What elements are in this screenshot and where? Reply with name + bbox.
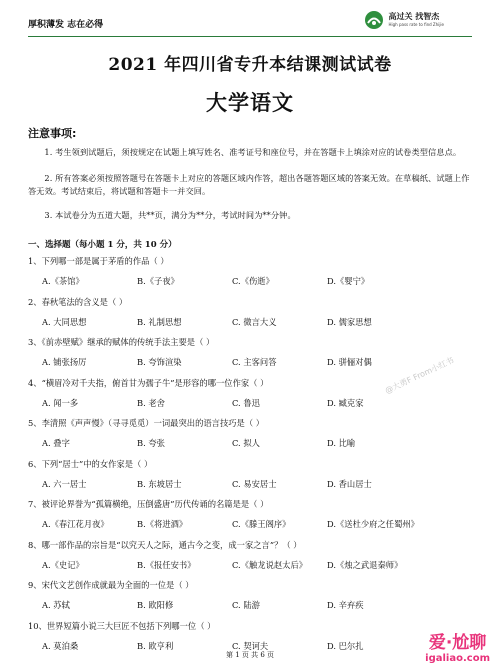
option-row (42, 397, 472, 409)
answer-option: C.《触龙说赵太后》 (232, 559, 308, 570)
watermark: @大勇F From小红书 (383, 355, 456, 396)
notice-paragraph: 3. 本试卷分为五道大题，共**页，满分为**分，考试时间为**分钟。 (44, 210, 296, 220)
answer-option: A. 大同思想 (42, 316, 87, 327)
question-stem: 4、“横眉冷对千夫指，俯首甘为孺子牛”是形容的哪一位作家（ ） (28, 377, 269, 388)
answer-option: B. 欧阳修 (137, 600, 174, 610)
answer-option: C.《伤逝》 (232, 276, 274, 286)
answer-option: A. 叠字 (42, 438, 70, 448)
answer-option: B. 夸张 (137, 438, 165, 448)
answer-option: D. 辛弃疾 (327, 600, 364, 610)
answer-option: B. 老舍 (137, 397, 165, 408)
question-stem: 8、哪一部作品的宗旨是“以究天人之际，通古今之变，成一家之言”？（ ） (28, 539, 302, 550)
answer-option: A. 铺张扬厉 (42, 357, 87, 367)
answer-option: A.《茶馆》 (42, 276, 84, 286)
question-stem: 6、下列“居士”中的女作家是（ ） (28, 458, 153, 469)
answer-option: A.《春江花月夜》 (42, 519, 109, 529)
answer-option: A. 六一居士 (42, 478, 87, 489)
answer-option: B.《将进酒》 (137, 519, 188, 529)
answer-option: D.《烛之武退秦师》 (327, 559, 403, 570)
answer-option: C. 微言大义 (232, 316, 277, 327)
answer-option: C. 陆游 (232, 600, 260, 610)
brand-logo (364, 10, 444, 30)
page-header (0, 0, 500, 38)
answer-option: B.《报任安书》 (137, 559, 196, 570)
logo-name: 高过关 找智杰 (388, 12, 440, 21)
option-row (42, 275, 472, 287)
answer-option: D. 臧克家 (327, 397, 364, 408)
page-footer: 第 1 页 共 6 页 (225, 651, 275, 659)
answer-option: D. 比喻 (327, 438, 356, 448)
exam-subject: 大学语文 (206, 90, 294, 115)
answer-option: A. 莫泊桑 (42, 640, 79, 651)
notice-paragraph: 2. 所有答案必须按照答题号在答题卡上对应的答题区域内作答，超出各题答题区域的答案无效。在草稿纸、试题上作答无效。考试结束后，将试题和答题卡一并交回。 (28, 173, 470, 196)
answer-option: C. 拟人 (232, 438, 260, 448)
logo-icon (364, 10, 384, 30)
option-row (42, 559, 472, 571)
header-motto: 厚积薄发 志在必得 (28, 20, 104, 30)
answer-option: D. 巴尔扎 (327, 640, 364, 651)
question-stem: 7、被评论界誉为“孤篇横绝，压倒盛唐”历代传诵的名篇是是（ ） (28, 499, 269, 509)
answer-option: B. 夸饰渲染 (137, 357, 182, 367)
answer-option: A.《史记》 (42, 559, 84, 570)
section-heading: 一、选择题（每小题 1 分，共 10 分） (28, 240, 177, 250)
question-stem: 5、李清照《声声慢》（寻寻觅觅）一词最突出的语言技巧是（ ） (28, 418, 265, 428)
notice-heading: 注意事项: (28, 127, 77, 140)
answer-option: D.《婴宁》 (327, 276, 370, 286)
answer-option: C. 契诃夫 (232, 640, 269, 651)
question-stem: 1、下列哪一部是属于茅盾的作品（ ） (28, 256, 169, 266)
answer-option: B. 礼制思想 (137, 316, 182, 327)
header-divider (28, 36, 472, 37)
brand-badge (425, 628, 490, 664)
answer-option: D. 骈俪对偶 (327, 357, 372, 367)
option-row (42, 316, 472, 328)
answer-option: B. 欧亨利 (137, 640, 174, 651)
answer-option: B.《子夜》 (137, 276, 179, 286)
option-row (42, 599, 472, 611)
question-stem: 9、宋代文艺创作成就最为全面的一位是（ ） (28, 580, 194, 590)
answer-option: D. 香山居士 (327, 478, 372, 489)
brand-name: 爱·尬聊 (428, 633, 487, 653)
answer-option: D. 儒家思想 (327, 316, 372, 327)
option-row (42, 437, 472, 449)
answer-option: C.《滕王阁序》 (232, 519, 291, 529)
question-stem: 3、《前赤壁赋》继承的赋体的传统手法主要是（ ） (28, 337, 215, 347)
logo-tagline: High pass rate to find Zhijie (388, 22, 444, 27)
answer-option: D.《送杜少府之任蜀州》 (327, 519, 419, 529)
answer-option: B. 东坡居士 (137, 478, 182, 489)
answer-option: A. 苏轼 (42, 600, 70, 610)
answer-option: C. 鲁迅 (232, 397, 260, 408)
answer-option: A. 闻一多 (42, 397, 79, 408)
exam-title: 2021 年四川省专升本结课测试试卷 (108, 55, 392, 75)
brand-url: igaliao.com (425, 653, 490, 664)
option-row (42, 356, 472, 368)
notice-paragraph: 1. 考生领到试题后，须按规定在试题上填写姓名、准考证号和座位号，并在答题卡上填涂对应的试卷类型信息点。 (44, 147, 462, 157)
question-stem: 2、春秋笔法的含义是（ ） (28, 296, 128, 307)
option-row (42, 518, 472, 530)
answer-option: C. 易安居士 (232, 478, 277, 489)
question-stem: 10、世界短篇小说三大巨匠不包括下列哪一位（ ） (28, 620, 216, 631)
answer-option: C. 主客问答 (232, 357, 277, 367)
option-row (42, 478, 472, 490)
